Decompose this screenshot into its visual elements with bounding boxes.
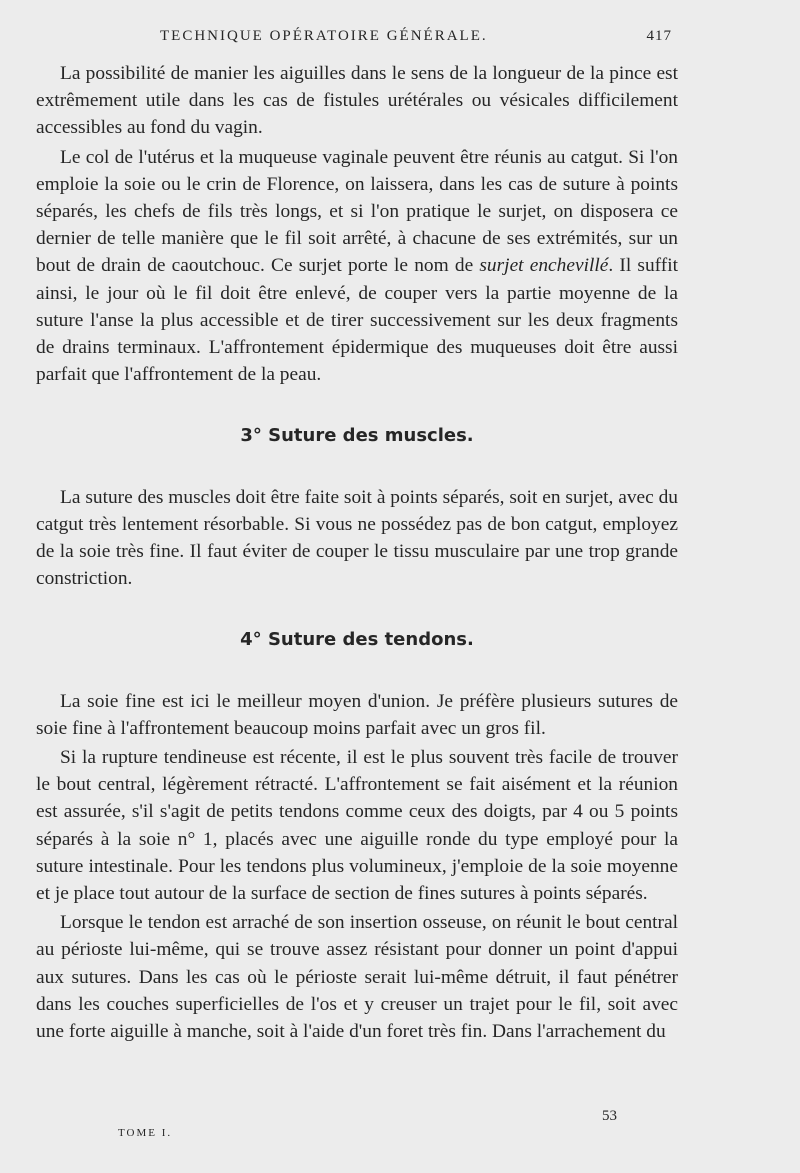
paragraph-arrachement: Lorsque le tendon est arraché de son insertion osseuse, on réunit le bout central au périoste lui-même, qui se trouve assez résistant pour donner un point d'appui aux sutures. Dans les cas où le périoste serait lui-même détruit, il faut pénétrer dans les couches superficielles de l'os et y creuser un trajet pour le fil, soit avec une forte aiguille à manche, soit à l'aide d'un foret très fin. Dans l'arrachement du xyxy=(36,912,678,1043)
paragraph-col-uterus-text-start: Le col de l'utérus et la muqueuse vaginale peuvent être réunis au catgut. Si l'on emploie la soie ou le crin de Florence, on laissera, dans les cas de suture à points séparés, les chefs de fils très longs, et si l'on pratique le surjet, on disposera ce dernier de telle manière que le fil soit arrêté, à chacune de ses extrémités, sur un bout de drain de caoutchouc. Ce surjet porte le nom de xyxy=(36,146,678,277)
running-title: TECHNIQUE OPÉRATOIRE GÉNÉRALE. xyxy=(160,28,488,44)
running-head xyxy=(36,28,672,48)
italic-term-surjet-enchevill: surjet enchevillé xyxy=(479,255,609,277)
heading-suture-tendons: 4° Suture des tendons. xyxy=(240,629,474,651)
signature-mark: 53 xyxy=(602,1108,617,1124)
paragraph-fistules: La possibilité de manier les aiguilles dans le sens de la longueur de la pince est extrêmement utile dans les cas de fistules urétérales ou vésicales difficilement accessibles au fond du vagin. xyxy=(36,63,678,139)
paragraph-rupture-tendineuse: Si la rupture tendineuse est récente, il est le plus souvent très facile de trouver le bout central, légèrement rétracté. L'affrontement se fait aisément et la réunion est assurée, s'il s'agit de petits tendons comme ceux des doigts, par 4 ou 5 points séparés à la soie n° 1, placés avec une aiguille ronde du type employé pour la suture intestinale. Pour les tendons plus volumineux, j'emploie de la soie moyenne et je place tout autour de la surface de section de fines sutures à points séparés. xyxy=(36,747,678,905)
paragraph-muscles: La suture des muscles doit être faite soit à points séparés, soit en surjet, avec du catgut très lentement résorbable. Si vous ne possédez pas de bon catgut, employez de la soie très fine. Il faut éviter de couper le tissu musculaire par une trop grande constriction. xyxy=(36,486,678,590)
footer-tome: TOME I. xyxy=(118,1127,173,1139)
paragraph-col-uterus xyxy=(36,144,678,389)
body-text xyxy=(36,60,678,1047)
paragraph-col-uterus-text-end: . Il suffit ainsi, le jour où le fil doit être enlevé, de couper vers la partie moyenne de la suture l'anse la plus accessible et de tirer successivement sur les deux fragments de drains terminaux. L'affrontement épidermique des muqueuses doit être aussi parfait que l'affrontement de la peau. xyxy=(36,255,678,386)
heading-suture-muscles: 3° Suture des muscles. xyxy=(240,425,474,447)
paragraph-soie-fine: La soie fine est ici le meilleur moyen d'union. Je préfère plusieurs sutures de soie fine à l'affrontement beaucoup moins parfait avec un gros fil. xyxy=(36,690,678,739)
page-number: 417 xyxy=(646,28,672,44)
